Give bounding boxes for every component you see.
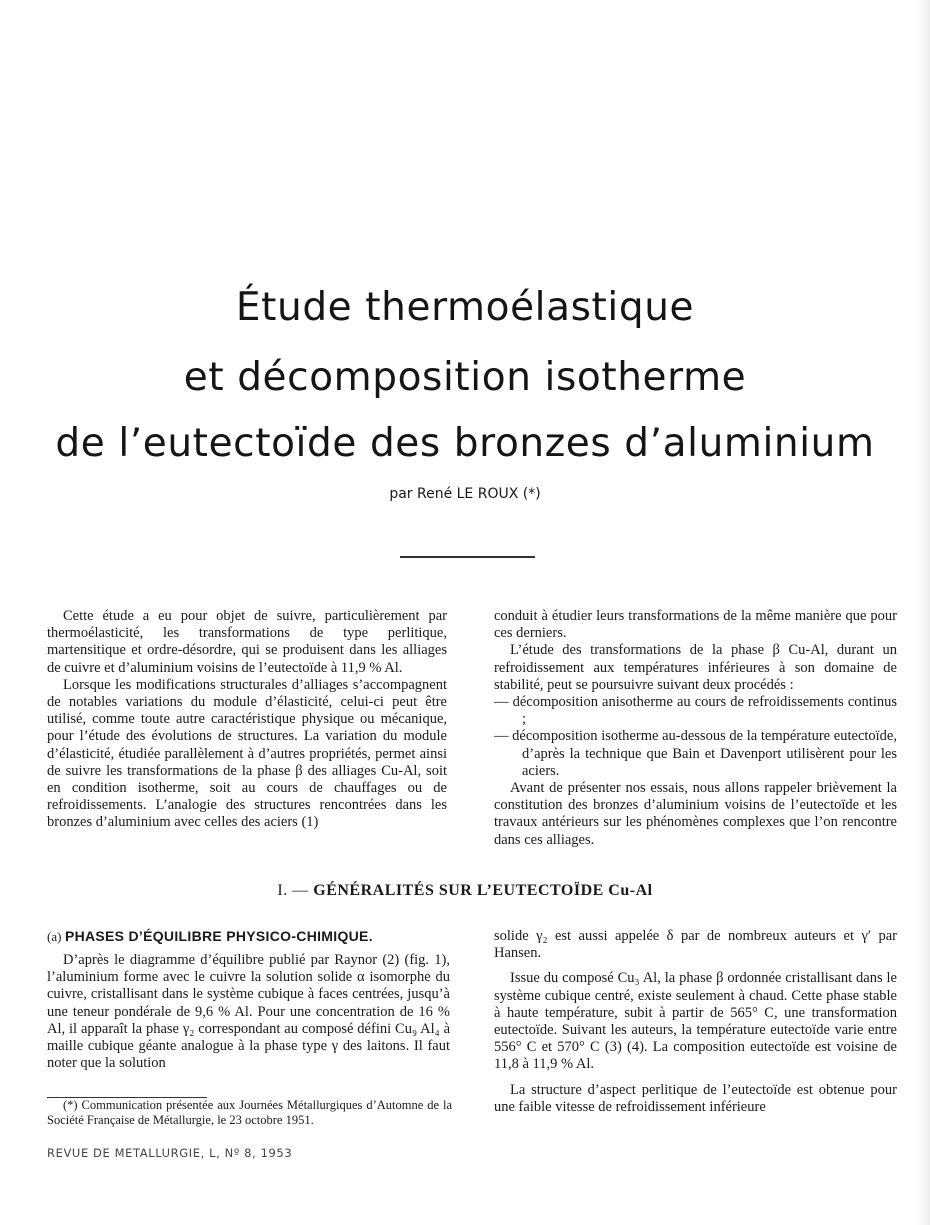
body-left-column <box>47 952 450 1072</box>
intro-paragraph-4: Avant de présenter nos essais, nous allons rappeler brièvement la constitution des bronzes d’aluminium voisins de l’eutectoïde et les travaux antérieurs sur les phénomènes complexes que l’on rencontre dans ces alliages. <box>494 780 897 848</box>
journal-reference: REVUE DE METALLURGIE, L, Nº 8, 1953 <box>47 1146 293 1160</box>
section-heading <box>0 882 930 900</box>
scan-edge-shadow <box>916 0 930 1225</box>
subsection-tag: (a) <box>47 929 62 944</box>
method-item-isotherme: — décomposition isotherme au-dessous de la température eutectoïde, d’après la technique que Bain et Davenport utilisèrent pour les aciers. <box>494 728 897 779</box>
body-paragraph-1: D’après le diagramme d’équilibre publié par Raynor (2) (fig. 1), l’aluminium forme avec le cuivre la solution solide α isomorphe du cuivre, cristallisant dans le système cubique à faces centrées, jusqu’à une teneur pondérale de 9,6 % Al. Pour une concentration de 16 % Al, il apparaît la phase γ₂ correspondant au composé défini Cu₉ Al₄ à maille cubique géante analogue à la phase type γ des laitons. Il faut noter que la solution <box>47 952 450 1072</box>
body-continuation: solide γ₂ est aussi appelée δ par de nombreux auteurs et γ′ par Hansen. <box>494 928 897 962</box>
section-title: GÉNÉRALITÉS SUR L’EUTECTOÏDE Cu-Al <box>313 882 653 899</box>
intro-left-column <box>47 608 447 832</box>
method-item-anisotherme: — décomposition anisotherme au cours de refroidissements continus ; <box>494 694 897 728</box>
section-number: I. — <box>277 882 309 899</box>
footnote: (*) Communication présentée aux Journées Métallurgiques d’Automne de la Société Française de Métallurgie, le 23 octobre 1951. <box>47 1098 452 1127</box>
subsection-heading <box>47 928 373 946</box>
title-line-1: Étude thermoélastique <box>235 285 695 330</box>
title-line-3: de l’eutectoïde des bronzes d’aluminium <box>55 421 875 466</box>
body-paragraph-2: Issue du composé Cu₃ Al, la phase β ordonnée cristallisant dans le système cubique centré, existe seulement à chaud. Cette phase stable à haute température, subit à partir de 565° C, une transformation eutectoïde. Suivant les auteurs, la température eutectoïde varie entre 556° C et 570° C (3) (4). La composition eutectoïde est voisine de 11,8 à 11,9 % Al. <box>494 970 897 1073</box>
subsection-title: PHASES D’ÉQUILIBRE PHYSICO-CHIMIQUE. <box>64 928 373 944</box>
body-paragraph-3: La structure d’aspect perlitique de l’eutectoïde est obtenue pour une faible vitesse de refroidissement inférieure <box>494 1081 897 1115</box>
intro-paragraph-1: Cette étude a eu pour objet de suivre, particulièrement par thermoélasticité, les transformations de type perlitique, martensitique et ordre-désordre, qui se produisent dans les alliages de cuivre et d’aluminium voisins de l’eutectoïde à 11,9 % Al. <box>47 608 447 676</box>
title-divider <box>400 556 535 558</box>
intro-continuation: conduit à étudier leurs transformations de la même manière que pour ces derniers. <box>494 608 897 642</box>
intro-paragraph-3: L’étude des transformations de la phase β Cu-Al, durant un refroidissement aux températures inférieures à son domaine de stabilité, peut se poursuivre suivant deux procédés : <box>494 642 897 693</box>
intro-right-column <box>494 608 897 849</box>
intro-paragraph-2: Lorsque les modifications structurales d’alliages s’accompagnent de notables variations du module d’élasticité, celui-ci peut être utilisé, comme toute autre caractéristique physique ou mécanique, pour l’étude des évolutions de structures. La variation du module d’élasticité, étudiée parallèlement à d’autres propriétés, permet ainsi de suivre les transformations de la phase β des alliages Cu-Al, soit en condition isotherme, soit au cours de chauffages ou de refroidissements. L’analogie des structures rencontrées dans les bronzes d’aluminium avec celles des aciers (1) <box>47 676 447 831</box>
body-right-column <box>494 928 897 1116</box>
title-line-2: et décomposition isotherme <box>183 355 747 400</box>
author-byline: par René LE ROUX (*) <box>389 486 541 502</box>
